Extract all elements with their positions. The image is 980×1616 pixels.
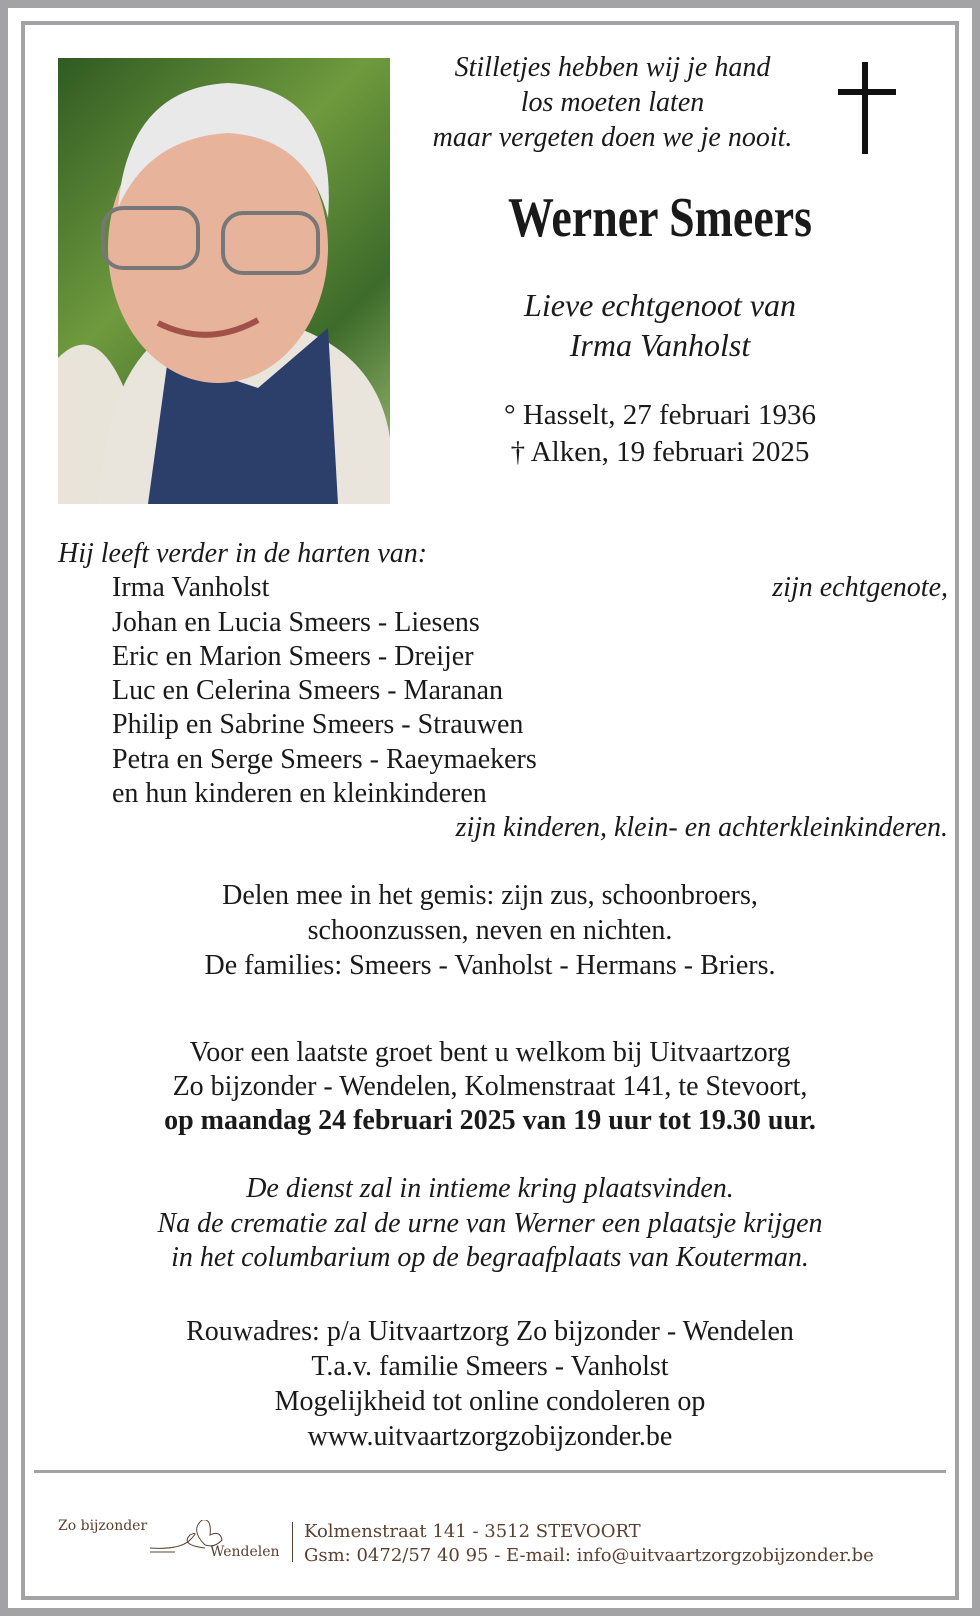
service-line: Na de crematie zal de urne van Werner een plaatsje krijgen bbox=[157, 1207, 823, 1239]
spouse-intro-line: Lieve echtgenoot van bbox=[524, 287, 796, 323]
spouse-role: zijn echtgenote, bbox=[772, 572, 948, 604]
farewell-line: Voor een laatste groet bent u welkom bij Uitvaartzorg bbox=[189, 1037, 791, 1068]
share-line: schoonzussen, neven en nichten. bbox=[307, 915, 673, 946]
address-line: Rouwadres: p/a Uitvaartzorg Zo bijzonder - Wendelen bbox=[186, 1316, 794, 1347]
footer-separator bbox=[292, 1522, 293, 1562]
family-member: en hun kinderen en kleinkinderen bbox=[112, 778, 487, 810]
family-spouse: Irma Vanholst bbox=[112, 572, 270, 604]
deceased-name: Werner Smeers bbox=[508, 187, 812, 249]
farewell-line: Zo bijzonder - Wendelen, Kolmenstraat 141, te Stevoort, bbox=[172, 1071, 808, 1102]
family-section bbox=[58, 537, 948, 846]
logo-text-left: Zo bijzonder bbox=[58, 1518, 148, 1534]
family-member: Petra en Serge Smeers - Raeymaekers bbox=[112, 743, 537, 775]
footer-phone-email: Gsm: 0472/57 40 95 - E-mail: info@uitvaartzorgzobijzonder.be bbox=[304, 1545, 874, 1566]
cross-icon bbox=[838, 62, 896, 154]
footer-contact bbox=[304, 1520, 874, 1568]
quote-line: los moeten laten bbox=[520, 87, 705, 118]
dates bbox=[430, 397, 890, 471]
service-line: De dienst zal in intieme kring plaatsvinden. bbox=[246, 1173, 734, 1204]
address-line: Mogelijkheid tot online condoleren op bbox=[274, 1386, 706, 1417]
condolence-url[interactable]: www.uitvaartzorgzobijzonder.be bbox=[307, 1421, 673, 1452]
footer-address: Kolmenstraat 141 - 3512 STEVOORT bbox=[304, 1521, 641, 1542]
quote bbox=[400, 50, 825, 155]
address-section bbox=[34, 1314, 946, 1454]
address-line: T.a.v. familie Smeers - Vanholst bbox=[311, 1351, 669, 1382]
quote-line: maar vergeten doen we je nooit. bbox=[432, 122, 793, 153]
share-line: Delen mee in het gemis: zijn zus, schoonbroers, bbox=[222, 880, 758, 911]
family-intro: Hij leeft verder in de harten van: bbox=[58, 538, 428, 569]
family-member: Eric en Marion Smeers - Dreijer bbox=[112, 640, 474, 672]
birth-date: ° Hasselt, 27 februari 1936 bbox=[504, 399, 816, 431]
footer-divider bbox=[34, 1470, 946, 1473]
share-line: De families: Smeers - Vanholst - Hermans - Briers. bbox=[204, 950, 776, 981]
portrait-photo bbox=[58, 58, 390, 504]
death-date: † Alken, 19 februari 2025 bbox=[510, 436, 810, 468]
children-role: zijn kinderen, klein- en achterkleinkinderen. bbox=[455, 812, 948, 844]
spouse-intro bbox=[430, 285, 890, 365]
family-member: Philip en Sabrine Smeers - Strauwen bbox=[112, 709, 524, 741]
quote-line: Stilletjes hebben wij je hand bbox=[454, 52, 771, 83]
service-line: in het columbarium op de begraafplaats van Kouterman. bbox=[171, 1242, 809, 1273]
farewell-datetime: op maandag 24 februari 2025 van 19 uur tot 19.30 uur. bbox=[164, 1105, 816, 1136]
spouse-intro-line: Irma Vanholst bbox=[569, 327, 751, 363]
logo-text-right: Wendelen bbox=[210, 1544, 280, 1560]
share-section bbox=[34, 878, 946, 983]
farewell-section bbox=[34, 1036, 946, 1138]
service-section bbox=[34, 1172, 946, 1276]
family-member: Luc en Celerina Smeers - Maranan bbox=[112, 675, 504, 707]
family-member: Johan en Lucia Smeers - Liesens bbox=[112, 606, 480, 638]
